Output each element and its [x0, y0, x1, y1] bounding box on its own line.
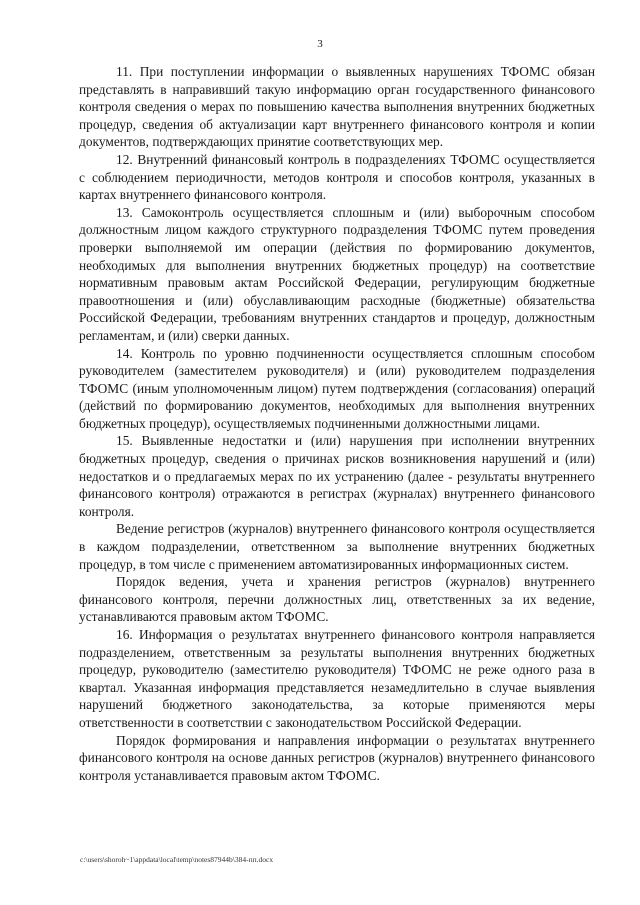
paragraph-15: 15. Выявленные недостатки и (или) нарушения при исполнении внутренних бюджетных процедур, сведения о причинах рисков возникновения нарушений и (или) недостатков и о предлагаемых мерах по их устранению (далее - результаты внутреннего финансового контроля) отражаются в регистрах (журналах) внутреннего финансового контроля.	[79, 433, 595, 519]
document-body	[79, 63, 595, 784]
paragraph-16: 16. Информация о результатах внутреннего финансового контроля направляется подразделением, ответственным за результаты выполнения внутренних бюджетных процедур, руководителю (заместителю руководителя) ТФОМС не реже одного раза в квартал. Указанная информация представляется незамедлительно в случае выявления нарушений бюджетного законодательства, за которые применяются меры ответственности в соответствии с законодательством Российской Федерации.	[79, 627, 595, 730]
paragraph-12: 12. Внутренний финансовый контроль в подразделениях ТФОМС осуществляется с соблюдением периодичности, методов контроля и способов контроля, указанных в картах внутреннего финансового контроля.	[79, 151, 595, 203]
paragraph-16-procedure: Порядок формирования и направления информации о результатах внутреннего финансового контроля на основе данных регистров (журналов) внутреннего финансового контроля устанавливается правовым актом ТФОМС.	[79, 732, 595, 783]
footer-file-path: c:\users\shoroh~1\appdata\local\temp\notes87944b\384-пп.docx	[80, 855, 274, 864]
paragraph-13: 13. Самоконтроль осуществляется сплошным и (или) выборочным способом должностным лицом каждого структурного подразделения ТФОМС путем проведения проверки выполняемой им операции (действия по формированию документов, необходимых для выполнения внутренних бюджетных процедур) на соответствие нормативным правовым актам Российской Федерации, регулирующим бюджетные правоотношения и (или) обуславливающим расходные (бюджетные) обязательства Российской Федерации, требованиям внутренних стандартов и процедур, должностным регламентам, и (или) сверки данных.	[79, 204, 595, 343]
paragraph-15-registers: Ведение регистров (журналов) внутреннего финансового контроля осуществляется в каждом подразделении, ответственном за выполнение внутренних бюджетных процедур, в том числе с применением автоматизированных информационных систем.	[79, 521, 595, 572]
paragraph-11: 11. При поступлении информации о выявленных нарушениях ТФОМС обязан представлять в направивший такую информацию орган государственного финансового контроля сведения о мерах по повышению качества выполнения внутренних бюджетных процедур, сведения об актуализации карт внутреннего финансового контроля и копии документов, подтверждающих принятие соответствующих мер.	[79, 64, 595, 150]
page-number: 3	[317, 38, 323, 50]
paragraph-15-procedure: Порядок ведения, учета и хранения регистров (журналов) внутреннего финансового контроля, перечни должностных лиц, ответственных за их ведение, устанавливаются правовым актом ТФОМС.	[79, 574, 595, 625]
paragraph-14: 14. Контроль по уровню подчиненности осуществляется сплошным способом руководителем (заместителем руководителя) и (или) руководителем подразделения ТФОМС (иным уполномоченным лицом) путем подтверждения (согласования) операций (действий по формированию документов, необходимых для выполнения внутренних бюджетных процедур), осуществляемых подчиненными должностными лицами.	[79, 345, 595, 431]
